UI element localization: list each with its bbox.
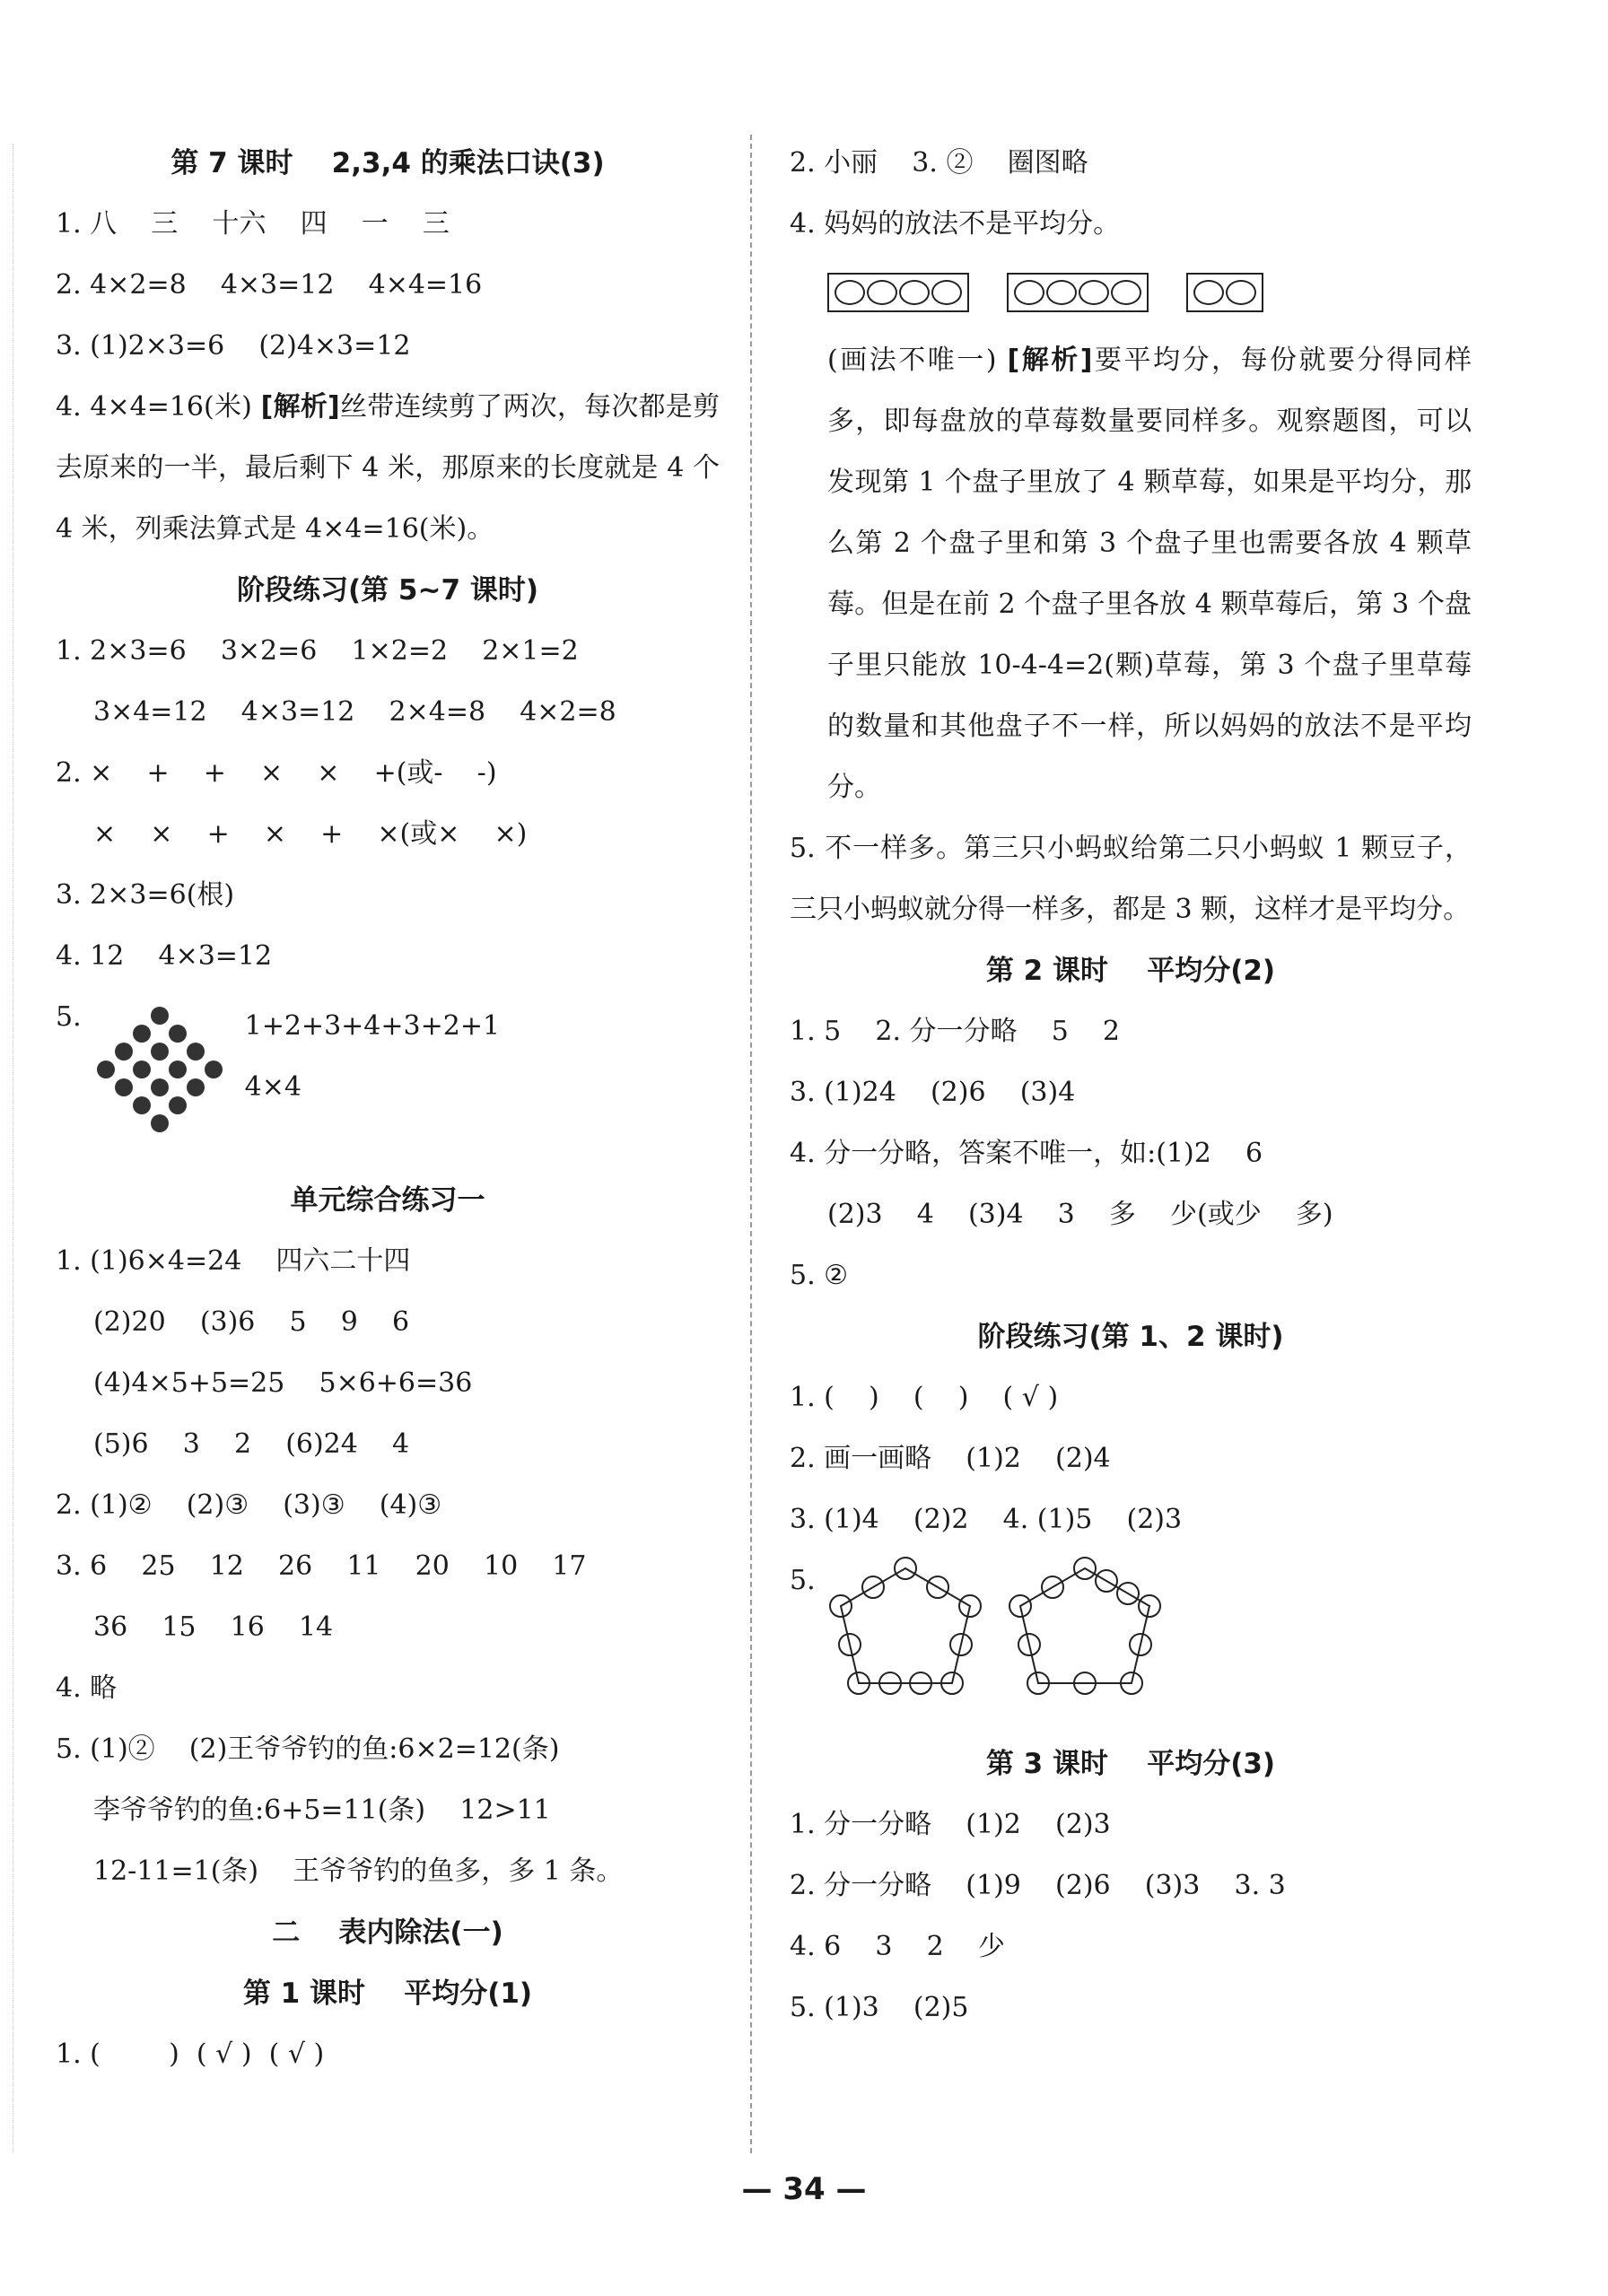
plate-3 (1186, 273, 1263, 312)
answer-line: 2. 4×2=8 4×3=12 4×4=16 (56, 269, 483, 301)
dot-diamond-figure (92, 1007, 227, 1168)
answer-line: (2)3 4 (3)4 3 多 少(或少 多) (827, 1199, 1333, 1230)
answer-paragraph: 5. 不一样多。第三只小蚂蚁给第二只小蚂蚁 1 颗豆子，三只小蚂蚁就分得一样多，都是 3 颗，这样才是平均分。 (790, 833, 1472, 925)
answer-line: 2. 画一画略 (1)2 (2)4 (790, 1443, 1111, 1474)
answer-line: 2. 分一分略 (1)9 (2)6 (3)3 3. 3 (790, 1870, 1286, 1901)
question-number: 5. (56, 1001, 82, 1033)
section-heading: 第 1 课时 平均分(1) (242, 1977, 533, 2010)
answer-line: 3. 2×3=6(根) (56, 879, 235, 911)
answer-line: (2)20 (3)6 5 9 6 (93, 1306, 410, 1338)
answer-line: 5. ② (790, 1260, 849, 1291)
answer-line: 4. 12 4×3=12 (56, 940, 273, 972)
answer-paragraph (790, 330, 1472, 818)
answer-line: 4. 分一分略，答案不唯一，如:(1)2 6 (790, 1138, 1263, 1169)
strawberry-plates-figure (790, 255, 1472, 330)
answer-line: 36 15 16 14 (93, 1611, 334, 1643)
answer-line: 李爷爷钓的鱼:6+5=11(条) 12>11 (93, 1794, 551, 1826)
page-number: — 34 — (741, 2171, 867, 2207)
expression: 4×4 (244, 1071, 302, 1103)
answer-line: 4. 略 (56, 1672, 118, 1704)
section-heading: 单元综合练习一 (290, 1184, 485, 1217)
answer-line: 1. 分一分略 (1)2 (2)3 (790, 1809, 1111, 1840)
answer-line: 1. ( ) ( √ ) ( √ ) (56, 2038, 325, 2070)
analysis-text: 要平均分，每份就要分得同样多，即每盘放的草莓数量要同样多。观察题图，可以发现第 1 个盘子里放了 4 颗草莓，如果是平均分，那么第 2 个盘子里和第 3 个盘子里也需要各放 4 颗草莓。但是在前 2 个盘子里各放 4 颗草莓后，第 3 个盘子里只能放 10-4-4=2(颗)草莓，第 3 个盘子里草莓的数量和其他盘子不一样，所以妈妈的放法不是平均分。 (827, 345, 1473, 803)
right-column (790, 133, 1472, 2038)
section-heading: 阶段练习(第 1、2 课时) (977, 1321, 1284, 1353)
answer-line: 1. 5 2. 分一分略 5 2 (790, 1016, 1121, 1047)
answer-line: 2. × + + × × +(或- -) (56, 757, 497, 789)
answer-prefix: (画法不唯一) (827, 345, 1008, 376)
analysis-text: 丝带连续剪了两次，每次都是剪去原来的一半，最后剩下 4 米，那原来的长度就是 4 个 4 米，列乘法算式是 4×4=16(米)。 (56, 391, 721, 545)
answer-line: 4. 妈妈的放法不是平均分。 (790, 208, 1121, 240)
answer-line: 3×4=12 4×3=12 2×4=8 4×2=8 (93, 696, 616, 728)
answer-line: 1. ( ) ( ) ( √ ) (790, 1382, 1059, 1413)
answer-line: 1. 2×3=6 3×2=6 1×2=2 2×1=2 (56, 635, 579, 667)
left-column (56, 133, 720, 2085)
answer-line: 3. 6 25 12 26 11 20 10 17 (56, 1550, 587, 1582)
section-heading: 第 3 课时 平均分(3) (985, 1748, 1276, 1780)
answer-line: 1. (1)6×4=24 四六二十四 (56, 1245, 411, 1277)
answer-paragraph (56, 377, 720, 560)
answer-line: (5)6 3 2 (6)24 4 (93, 1428, 410, 1460)
answer-line: 5. (1)3 (2)5 (790, 1992, 969, 2023)
answer-line: (4)4×5+5=25 5×6+6=36 (93, 1367, 473, 1399)
dot-diamond-answer (56, 987, 720, 1170)
answer-line: 3. (1)4 (2)2 4. (1)5 (2)3 (790, 1504, 1183, 1535)
plate-2 (1007, 273, 1149, 312)
dot-expressions (245, 996, 500, 1118)
analysis-tag: [解析] (260, 391, 340, 423)
answer-line: 5. (1)② (2)王爷爷钓的鱼:6×2=12(条) (56, 1733, 560, 1765)
section-heading: 第 7 课时 2,3,4 的乘法口诀(3) (170, 147, 605, 179)
pentagon-circles-figure (816, 1550, 1210, 1721)
section-heading: 第 2 课时 平均分(2) (985, 955, 1276, 987)
answer-line: 1. 八 三 十六 四 一 三 (56, 208, 450, 240)
pentagon-answer (790, 1550, 1472, 1733)
expression: 1+2+3+4+3+2+1 (244, 1010, 501, 1042)
answer-prefix: 4. 4×4=16(米) (56, 391, 261, 423)
plate-1 (827, 273, 969, 312)
answer-line: 2. 小丽 3. ② 圈图略 (790, 147, 1088, 179)
answer-line: × × + × + ×(或× ×) (93, 818, 528, 850)
question-number: 5. (790, 1565, 816, 1596)
answer-line: 3. (1)24 (2)6 (3)4 (790, 1077, 1076, 1108)
section-heading: 阶段练习(第 5~7 课时) (236, 574, 539, 607)
answer-line: 2. (1)② (2)③ (3)③ (4)③ (56, 1489, 442, 1521)
answer-line: 4. 6 3 2 少 (790, 1931, 1005, 1962)
column-divider (750, 135, 752, 2153)
answer-line: 3. (1)2×3=6 (2)4×3=12 (56, 330, 411, 362)
analysis-tag: [解析] (1007, 345, 1093, 376)
chapter-heading: 二 表内除法(一) (272, 1916, 503, 1949)
answer-line: 12-11=1(条) 王爷爷钓的鱼多，多 1 条。 (93, 1855, 624, 1887)
